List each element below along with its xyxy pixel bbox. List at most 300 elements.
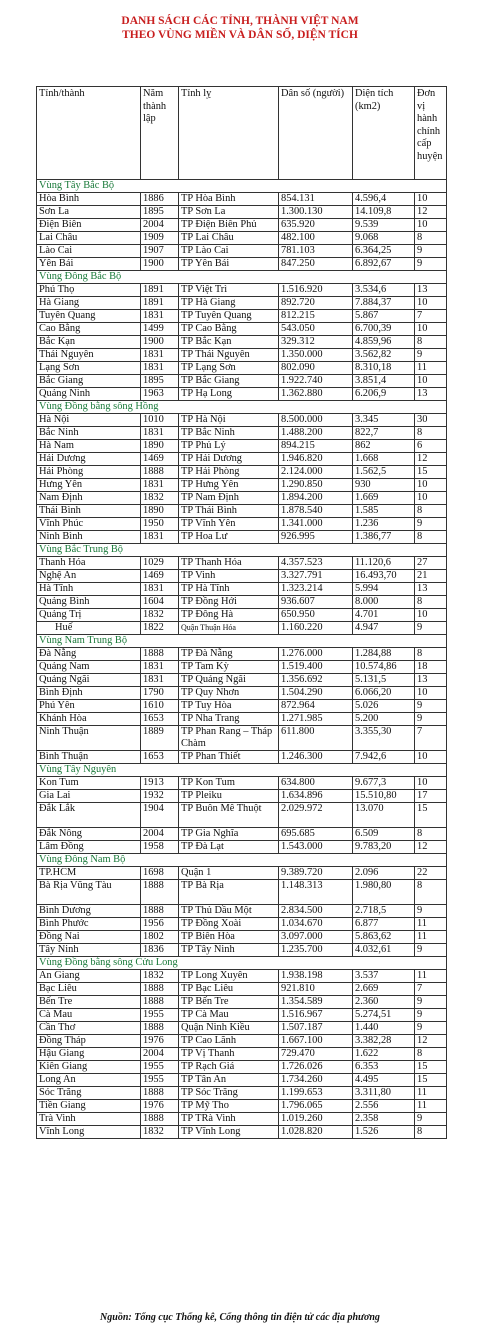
cell-districts: 27: [415, 557, 447, 570]
cell-districts: 15: [415, 803, 447, 828]
cell-province: Hà Nội: [37, 414, 141, 427]
cell-founded: 1888: [141, 1113, 179, 1126]
cell-population: 1.796.065: [279, 1100, 353, 1113]
cell-capital: TP Đà Lạt: [179, 841, 279, 854]
cell-capital: TP Lạng Sơn: [179, 362, 279, 375]
cell-area: 9.539: [353, 219, 415, 232]
table-row: [37, 414, 447, 427]
cell-capital: TP Vĩnh Long: [179, 1126, 279, 1139]
cell-districts: 12: [415, 1035, 447, 1048]
cell-province: Khánh Hòa: [37, 713, 141, 726]
cell-population: 847.250: [279, 258, 353, 271]
cell-province: Lâm Đồng: [37, 841, 141, 854]
cell-province: Nam Định: [37, 492, 141, 505]
cell-population: 1.894.200: [279, 492, 353, 505]
cell-province: Kiên Giang: [37, 1061, 141, 1074]
region-row: [37, 764, 447, 777]
table-row: [37, 375, 447, 388]
cell-founded: 1831: [141, 531, 179, 544]
cell-province: An Giang: [37, 970, 141, 983]
cell-capital: TP Đồng Xoài: [179, 918, 279, 931]
cell-districts: 9: [415, 518, 447, 531]
table-row: [37, 1048, 447, 1061]
table-row: [37, 687, 447, 700]
table-row: [37, 648, 447, 661]
cell-districts: 18: [415, 661, 447, 674]
table-row: [37, 970, 447, 983]
cell-founded: 1888: [141, 1022, 179, 1035]
cell-capital: TP Cà Mau: [179, 1009, 279, 1022]
table-row: [37, 349, 447, 362]
table-row: [37, 918, 447, 931]
cell-population: 2.029.972: [279, 803, 353, 828]
cell-founded: 1890: [141, 505, 179, 518]
cell-districts: 30: [415, 414, 447, 427]
cell-districts: 17: [415, 790, 447, 803]
cell-founded: 1976: [141, 1035, 179, 1048]
cell-districts: 9: [415, 700, 447, 713]
cell-districts: 9: [415, 1022, 447, 1035]
cell-province: Tiền Giang: [37, 1100, 141, 1113]
cell-population: 854.131: [279, 193, 353, 206]
cell-area: 1.386,77: [353, 531, 415, 544]
cell-area: 4.701: [353, 609, 415, 622]
cell-area: 8.310,18: [353, 362, 415, 375]
cell-capital: TP Rạch Giá: [179, 1061, 279, 1074]
cell-province: Đồng Nai: [37, 931, 141, 944]
cell-founded: 2004: [141, 219, 179, 232]
cell-province: Trà Vinh: [37, 1113, 141, 1126]
cell-capital: TP Biên Hòa: [179, 931, 279, 944]
cell-districts: 8: [415, 880, 447, 905]
table-row: [37, 1113, 447, 1126]
cell-population: 1.341.000: [279, 518, 353, 531]
cell-province: Hà Tĩnh: [37, 583, 141, 596]
cell-area: 6.877: [353, 918, 415, 931]
table-row: [37, 245, 447, 258]
cell-area: 3.537: [353, 970, 415, 983]
cell-population: 1.160.220: [279, 622, 353, 635]
cell-districts: 11: [415, 1100, 447, 1113]
cell-province: Gia Lai: [37, 790, 141, 803]
cell-districts: 8: [415, 648, 447, 661]
cell-province: Quảng Nam: [37, 661, 141, 674]
table-row: [37, 790, 447, 803]
cell-area: 1.980,80: [353, 880, 415, 905]
cell-population: 611.800: [279, 726, 353, 751]
cell-districts: 15: [415, 1074, 447, 1087]
table-row: [37, 880, 447, 905]
cell-area: 6.892,67: [353, 258, 415, 271]
cell-area: 5.131,5: [353, 674, 415, 687]
cell-population: 1.019.260: [279, 1113, 353, 1126]
table-row: [37, 661, 447, 674]
cell-area: 6.066,20: [353, 687, 415, 700]
cell-area: 2.718,5: [353, 905, 415, 918]
cell-province: Hậu Giang: [37, 1048, 141, 1061]
region-name: Vùng Đông Bắc Bộ: [37, 271, 447, 284]
region-row: [37, 180, 447, 193]
cell-districts: 9: [415, 622, 447, 635]
cell-founded: 1469: [141, 453, 179, 466]
cell-districts: 8: [415, 828, 447, 841]
cell-population: 1.362.880: [279, 388, 353, 401]
region-name: Vùng Bắc Trung Bộ: [37, 544, 447, 557]
table-row: [37, 427, 447, 440]
cell-population: 1.667.100: [279, 1035, 353, 1048]
cell-founded: 1831: [141, 674, 179, 687]
cell-population: 9.389.720: [279, 867, 353, 880]
cell-population: 1.300.130: [279, 206, 353, 219]
table-row: [37, 726, 447, 751]
cell-province: Sơn La: [37, 206, 141, 219]
cell-districts: 9: [415, 258, 447, 271]
cell-area: 1.668: [353, 453, 415, 466]
cell-province: Hải Dương: [37, 453, 141, 466]
table-row: [37, 479, 447, 492]
cell-province: Cà Mau: [37, 1009, 141, 1022]
cell-founded: 1831: [141, 583, 179, 596]
cell-founded: 1950: [141, 518, 179, 531]
cell-population: 1.246.300: [279, 751, 353, 764]
cell-population: 872.964: [279, 700, 353, 713]
cell-founded: 1900: [141, 258, 179, 271]
cell-population: 781.103: [279, 245, 353, 258]
table-row: [37, 557, 447, 570]
cell-founded: 2004: [141, 1048, 179, 1061]
cell-population: 1.350.000: [279, 349, 353, 362]
cell-capital: TP Quảng Ngãi: [179, 674, 279, 687]
table-row: [37, 518, 447, 531]
cell-districts: 9: [415, 713, 447, 726]
cell-population: 1.519.400: [279, 661, 353, 674]
region-name: Vùng Nam Trung Bộ: [37, 635, 447, 648]
region-name: Vùng Đông Nam Bộ: [37, 854, 447, 867]
table-row: [37, 284, 447, 297]
cell-population: 1.276.000: [279, 648, 353, 661]
region-name: Vùng Tây Bắc Bộ: [37, 180, 447, 193]
cell-province: Đà Nẵng: [37, 648, 141, 661]
cell-province: Vĩnh Long: [37, 1126, 141, 1139]
cell-population: 1.148.313: [279, 880, 353, 905]
cell-districts: 13: [415, 284, 447, 297]
cell-capital: TP Hoa Lư: [179, 531, 279, 544]
cell-districts: 10: [415, 479, 447, 492]
cell-area: 5.863,62: [353, 931, 415, 944]
cell-founded: 1610: [141, 700, 179, 713]
cell-province: Vĩnh Phúc: [37, 518, 141, 531]
cell-area: 9.068: [353, 232, 415, 245]
cell-province: Ninh Thuận: [37, 726, 141, 751]
cell-founded: 1913: [141, 777, 179, 790]
cell-province: Bình Dương: [37, 905, 141, 918]
cell-founded: 1890: [141, 440, 179, 453]
source-note: Nguồn: Tổng cục Thống kê, Cổng thông tin điện tử các địa phương: [100, 1312, 380, 1323]
region-name: Vùng Đồng bằng sông Hồng: [37, 401, 447, 414]
cell-founded: 1891: [141, 284, 179, 297]
cell-founded: 1469: [141, 570, 179, 583]
region-row: [37, 854, 447, 867]
region-row: [37, 957, 447, 970]
table-row: [37, 206, 447, 219]
table-row: [37, 944, 447, 957]
cell-area: 4.032,61: [353, 944, 415, 957]
cell-districts: 11: [415, 1087, 447, 1100]
cell-population: 1.634.896: [279, 790, 353, 803]
cell-districts: 10: [415, 687, 447, 700]
cell-population: 3.097.000: [279, 931, 353, 944]
cell-area: 3.851,4: [353, 375, 415, 388]
cell-population: 926.995: [279, 531, 353, 544]
cell-area: 10.574,86: [353, 661, 415, 674]
cell-province: Quảng Trị: [37, 609, 141, 622]
cell-area: 5.867: [353, 310, 415, 323]
cell-population: 1.028.820: [279, 1126, 353, 1139]
cell-founded: 1956: [141, 918, 179, 931]
cell-founded: 1900: [141, 336, 179, 349]
cell-districts: 8: [415, 1048, 447, 1061]
cell-population: 1.878.540: [279, 505, 353, 518]
cell-area: 6.206,9: [353, 388, 415, 401]
cell-capital: TP Gia Nghĩa: [179, 828, 279, 841]
cell-founded: 1888: [141, 466, 179, 479]
cell-founded: 1888: [141, 983, 179, 996]
cell-province: Lào Cai: [37, 245, 141, 258]
cell-area: 4.596,4: [353, 193, 415, 206]
table-row: [37, 803, 447, 828]
cell-founded: 1604: [141, 596, 179, 609]
cell-founded: 1891: [141, 297, 179, 310]
cell-districts: 10: [415, 193, 447, 206]
cell-area: 6.353: [353, 1061, 415, 1074]
cell-districts: 15: [415, 1061, 447, 1074]
cell-districts: 11: [415, 362, 447, 375]
cell-capital: TP Sơn La: [179, 206, 279, 219]
cell-capital: TP Hạ Long: [179, 388, 279, 401]
cell-founded: 1832: [141, 609, 179, 622]
cell-founded: 1958: [141, 841, 179, 854]
table-row: [37, 1074, 447, 1087]
cell-capital: TP Đồng Hới: [179, 596, 279, 609]
cell-capital: TP Thanh Hóa: [179, 557, 279, 570]
cell-founded: 1831: [141, 349, 179, 362]
cell-capital: TP Tân An: [179, 1074, 279, 1087]
table-row: [37, 297, 447, 310]
cell-area: 16.493,70: [353, 570, 415, 583]
cell-districts: 8: [415, 596, 447, 609]
table-row: [37, 1087, 447, 1100]
cell-province: Điện Biên: [37, 219, 141, 232]
cell-area: 9.783,20: [353, 841, 415, 854]
cell-area: 1.669: [353, 492, 415, 505]
cell-districts: 10: [415, 297, 447, 310]
table-row: [37, 867, 447, 880]
cell-population: 1.235.700: [279, 944, 353, 957]
cell-founded: 1895: [141, 206, 179, 219]
cell-districts: 6: [415, 440, 447, 453]
cell-province: Tuyên Quang: [37, 310, 141, 323]
cell-capital: TP Thái Bình: [179, 505, 279, 518]
header-population: Dân số (người): [279, 87, 353, 180]
cell-province: Bắc Ninh: [37, 427, 141, 440]
cell-population: 1.922.740: [279, 375, 353, 388]
cell-districts: 7: [415, 726, 447, 751]
cell-founded: 1976: [141, 1100, 179, 1113]
table-row: [37, 440, 447, 453]
cell-capital: Quận Ninh Kiều: [179, 1022, 279, 1035]
cell-districts: 11: [415, 970, 447, 983]
cell-capital: TP Đà Nẵng: [179, 648, 279, 661]
cell-districts: 10: [415, 609, 447, 622]
table-row: [37, 841, 447, 854]
cell-founded: 1831: [141, 661, 179, 674]
cell-capital: TP Long Xuyên: [179, 970, 279, 983]
table-row: [37, 453, 447, 466]
cell-founded: 1932: [141, 790, 179, 803]
region-name: Vùng Đồng bằng sông Cửu Long: [37, 957, 447, 970]
cell-founded: 1963: [141, 388, 179, 401]
cell-founded: 1889: [141, 726, 179, 751]
cell-area: 4.495: [353, 1074, 415, 1087]
cell-area: 9.677,3: [353, 777, 415, 790]
cell-province: Kon Tum: [37, 777, 141, 790]
cell-founded: 1832: [141, 492, 179, 505]
cell-districts: 13: [415, 388, 447, 401]
cell-founded: 1790: [141, 687, 179, 700]
document-title-line-1: DANH SÁCH CÁC TỈNH, THÀNH VIỆT NAM: [121, 15, 359, 27]
cell-province: Bến Tre: [37, 996, 141, 1009]
cell-capital: TP Phan Thiết: [179, 751, 279, 764]
header-districts: Đơn vị hành chính cấp huyện: [415, 87, 447, 180]
cell-area: 3.382,28: [353, 1035, 415, 1048]
table-row: [37, 713, 447, 726]
cell-founded: 1888: [141, 905, 179, 918]
table-row: [37, 310, 447, 323]
cell-capital: TP Việt Trì: [179, 284, 279, 297]
cell-area: 4.947: [353, 622, 415, 635]
cell-area: 8.000: [353, 596, 415, 609]
region-row: [37, 271, 447, 284]
table-row: [37, 1100, 447, 1113]
cell-area: 930: [353, 479, 415, 492]
table-row: [37, 505, 447, 518]
document-title-line-2: THEO VÙNG MIỀN VÀ DÂN SỐ, DIỆN TÍCH: [122, 29, 358, 41]
cell-capital: TP Hải Phòng: [179, 466, 279, 479]
cell-founded: 1831: [141, 427, 179, 440]
cell-capital: TP Vĩnh Yên: [179, 518, 279, 531]
cell-population: 1.543.000: [279, 841, 353, 854]
table-row: [37, 583, 447, 596]
cell-province: Bạc Liêu: [37, 983, 141, 996]
cell-population: 482.100: [279, 232, 353, 245]
cell-capital: TP Nha Trang: [179, 713, 279, 726]
cell-districts: 13: [415, 674, 447, 687]
cell-founded: 1832: [141, 970, 179, 983]
cell-province: Hưng Yên: [37, 479, 141, 492]
cell-province: Đồng Tháp: [37, 1035, 141, 1048]
table-row: [37, 609, 447, 622]
cell-founded: 1955: [141, 1061, 179, 1074]
cell-population: 802.090: [279, 362, 353, 375]
table-row: [37, 531, 447, 544]
cell-capital: TP Tuy Hòa: [179, 700, 279, 713]
table-row: [37, 466, 447, 479]
cell-province: Bình Định: [37, 687, 141, 700]
table-row: [37, 1061, 447, 1074]
cell-area: 822,7: [353, 427, 415, 440]
cell-area: 1.562,5: [353, 466, 415, 479]
table-row: [37, 777, 447, 790]
cell-population: 1.516.920: [279, 284, 353, 297]
cell-districts: 7: [415, 310, 447, 323]
cell-province: Huế: [37, 622, 141, 635]
cell-founded: 1822: [141, 622, 179, 635]
cell-districts: 11: [415, 931, 447, 944]
cell-capital: TP Nam Định: [179, 492, 279, 505]
cell-capital: TP Bạc Liêu: [179, 983, 279, 996]
cell-capital: TP Hòa Bình: [179, 193, 279, 206]
cell-province: Lạng Sơn: [37, 362, 141, 375]
cell-capital: TP Vinh: [179, 570, 279, 583]
cell-capital: TP Pleiku: [179, 790, 279, 803]
cell-population: 1.034.670: [279, 918, 353, 931]
header-province: Tỉnh/thành: [37, 87, 141, 180]
region-row: [37, 635, 447, 648]
cell-districts: 10: [415, 323, 447, 336]
cell-districts: 10: [415, 219, 447, 232]
cell-province: Thái Bình: [37, 505, 141, 518]
table-row: [37, 674, 447, 687]
cell-province: Sóc Trăng: [37, 1087, 141, 1100]
cell-province: TP.HCM: [37, 867, 141, 880]
cell-founded: 1831: [141, 362, 179, 375]
cell-area: 3.534,6: [353, 284, 415, 297]
cell-area: 4.859,96: [353, 336, 415, 349]
cell-province: Quảng Bình: [37, 596, 141, 609]
cell-founded: 1895: [141, 375, 179, 388]
cell-province: Đắk Lắk: [37, 803, 141, 828]
cell-capital: TP Thái Nguyên: [179, 349, 279, 362]
cell-districts: 8: [415, 232, 447, 245]
cell-founded: 1499: [141, 323, 179, 336]
cell-capital: TP Bà Rịa: [179, 880, 279, 905]
cell-province: Phú Thọ: [37, 284, 141, 297]
cell-population: 1.946.820: [279, 453, 353, 466]
header-capital: Tỉnh lỵ: [179, 87, 279, 180]
cell-capital: TP Cao Lãnh: [179, 1035, 279, 1048]
table-row: [37, 931, 447, 944]
cell-province: Bắc Giang: [37, 375, 141, 388]
cell-province: Hải Phòng: [37, 466, 141, 479]
cell-capital: TP Thủ Dầu Một: [179, 905, 279, 918]
cell-area: 2.669: [353, 983, 415, 996]
cell-founded: 1832: [141, 1126, 179, 1139]
cell-province: Cao Bằng: [37, 323, 141, 336]
table-row: [37, 983, 447, 996]
cell-population: 1.734.260: [279, 1074, 353, 1087]
cell-area: 7.942,6: [353, 751, 415, 764]
table-row: [37, 1009, 447, 1022]
cell-districts: 10: [415, 492, 447, 505]
table-row: [37, 193, 447, 206]
cell-capital: TP Mỹ Tho: [179, 1100, 279, 1113]
cell-founded: 1831: [141, 310, 179, 323]
table-row: [37, 219, 447, 232]
cell-capital: TP Phan Rang – Tháp Chàm: [179, 726, 279, 751]
cell-population: 329.312: [279, 336, 353, 349]
cell-capital: TP Lai Châu: [179, 232, 279, 245]
table-row: [37, 1126, 447, 1139]
